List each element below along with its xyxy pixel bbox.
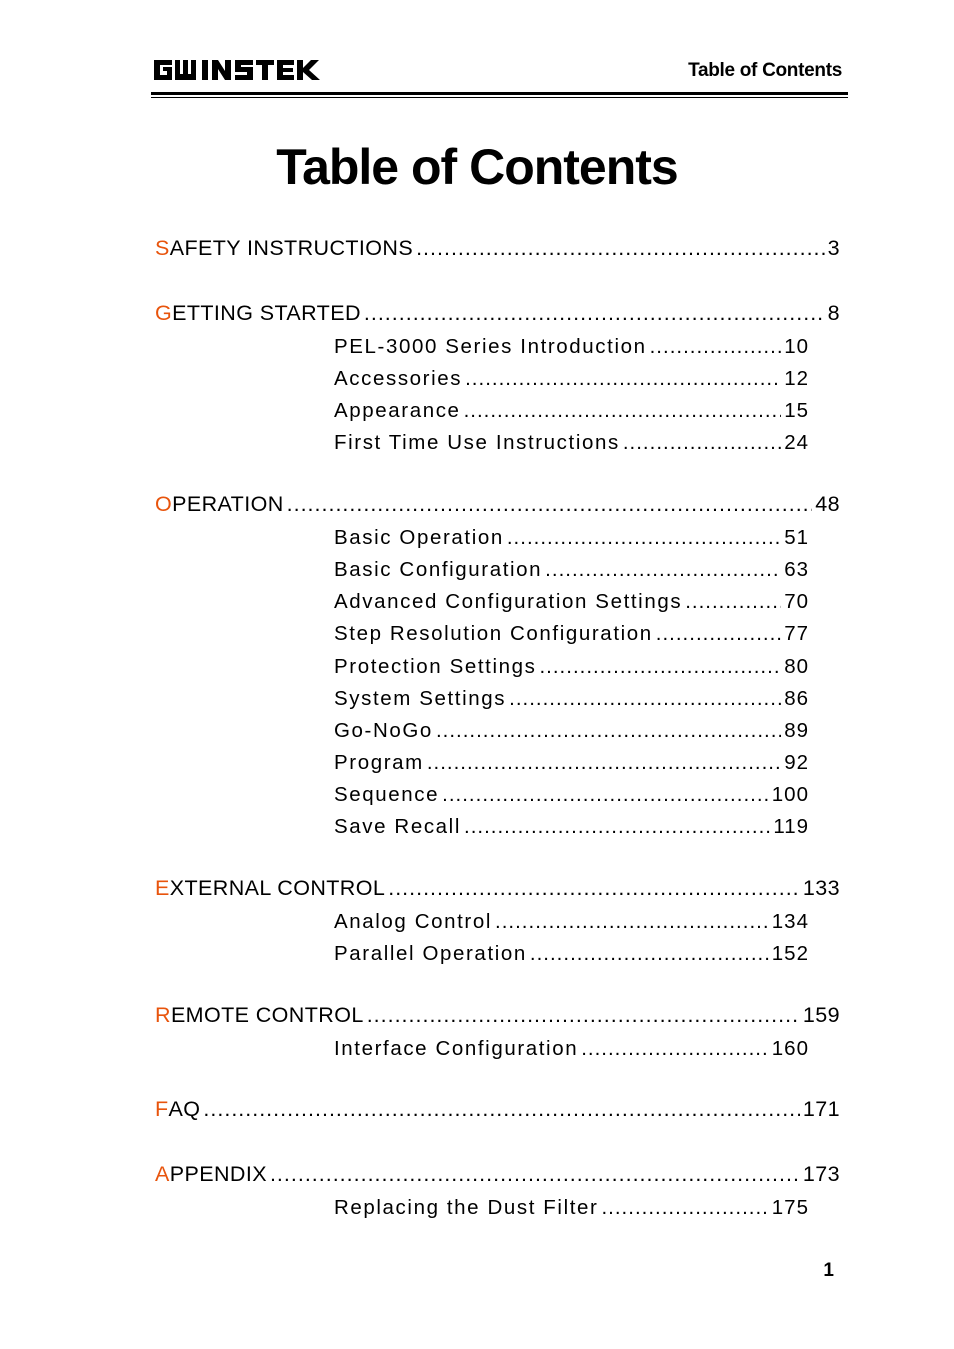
toc-section-safety-instructions[interactable] [155, 236, 840, 261]
entry-label: Advanced Configuration Settings [334, 590, 683, 613]
section-page: 159 [802, 1003, 840, 1027]
entry-page: 100 [771, 783, 809, 806]
toc-entry[interactable] [334, 399, 809, 423]
section-page: 3 [827, 236, 840, 260]
header-rule-thin [151, 97, 848, 98]
leader-dots [581, 1037, 769, 1061]
entry-label: Basic Configuration [334, 558, 543, 581]
section-label: XTERNAL CONTROL [169, 876, 386, 900]
entry-page: 134 [771, 910, 809, 933]
leader-dots [388, 876, 800, 901]
section-initial: S [155, 236, 170, 260]
entry-label: Replacing the Dust Filter [334, 1196, 599, 1219]
entry-label: Accessories [334, 367, 463, 390]
entry-label: Protection Settings [334, 655, 537, 678]
leader-dots [465, 367, 781, 391]
toc-entry[interactable] [334, 335, 809, 359]
entry-label: Basic Operation [334, 526, 504, 549]
section-page: 171 [802, 1097, 840, 1121]
toc-entry[interactable] [334, 1037, 809, 1061]
toc-section-operation[interactable] [155, 492, 840, 517]
section-label: PERATION [172, 492, 284, 516]
toc-entry[interactable] [334, 431, 809, 455]
header-rule [151, 92, 848, 95]
section-label: ETTING STARTED [172, 301, 361, 325]
entry-page: 160 [771, 1037, 809, 1060]
leader-dots [545, 558, 781, 582]
entry-label: First Time Use Instructions [334, 431, 620, 454]
section-label: EMOTE CONTROL [170, 1003, 364, 1027]
toc-entry[interactable] [334, 719, 809, 743]
running-header-title: Table of Contents [688, 60, 842, 81]
entry-label: System Settings [334, 687, 507, 710]
entry-page: 15 [784, 399, 809, 422]
toc-section-getting-started[interactable] [155, 301, 840, 326]
leader-dots [507, 526, 781, 550]
toc-entry[interactable] [334, 687, 809, 711]
leader-dots [436, 719, 781, 743]
entry-label: Step Resolution Configuration [334, 622, 653, 645]
entry-page: 119 [773, 815, 809, 838]
leader-dots [364, 301, 825, 326]
leader-dots [464, 815, 770, 839]
entry-page: 10 [784, 335, 809, 358]
leader-dots [650, 335, 782, 359]
section-initial: F [155, 1097, 169, 1121]
entry-label: Go-NoGo [334, 719, 433, 742]
leader-dots [656, 622, 781, 646]
toc-entry[interactable] [334, 1196, 809, 1220]
entry-page: 24 [784, 431, 809, 454]
entry-label: PEL-3000 Series Introduction [334, 335, 647, 358]
entry-page: 92 [784, 751, 809, 774]
section-label: AQ [168, 1097, 201, 1121]
entry-page: 86 [784, 687, 809, 710]
section-page: 173 [802, 1162, 840, 1186]
entry-label: Appearance [334, 399, 461, 422]
leader-dots [203, 1097, 800, 1122]
section-initial: A [155, 1162, 170, 1186]
entry-label: Program [334, 751, 424, 774]
toc-entry[interactable] [334, 783, 809, 807]
toc-entry[interactable] [334, 655, 809, 679]
leader-dots [270, 1162, 800, 1187]
entry-label: Save Recall [334, 815, 461, 838]
page-title: Table of Contents [276, 139, 678, 195]
toc-entry[interactable] [334, 942, 809, 966]
section-label: AFETY INSTRUCTIONS [169, 236, 414, 260]
entry-page: 70 [784, 590, 809, 613]
toc-section-faq[interactable] [155, 1097, 840, 1122]
entry-page: 51 [784, 526, 809, 549]
toc-entry[interactable] [334, 526, 809, 550]
toc-entry[interactable] [334, 590, 809, 614]
entry-page: 175 [771, 1196, 809, 1219]
toc-entry[interactable] [334, 910, 809, 934]
section-initial: E [155, 876, 170, 900]
leader-dots [367, 1003, 800, 1028]
leader-dots [495, 910, 769, 934]
section-initial: G [155, 301, 173, 325]
entry-label: Sequence [334, 783, 440, 806]
entry-page: 80 [784, 655, 809, 678]
leader-dots [416, 236, 825, 261]
leader-dots [685, 590, 781, 614]
leader-dots [623, 431, 781, 455]
section-page: 48 [815, 492, 840, 516]
entry-label: Analog Control [334, 910, 493, 933]
toc-section-remote-control[interactable] [155, 1003, 840, 1028]
page-number: 1 [823, 1260, 834, 1281]
entry-page: 12 [784, 367, 809, 390]
toc-entry[interactable] [334, 558, 809, 582]
leader-dots [539, 655, 781, 679]
leader-dots [601, 1196, 768, 1220]
entry-page: 89 [784, 719, 809, 742]
gw-instek-logo [152, 56, 324, 84]
section-page: 133 [802, 876, 840, 900]
leader-dots [530, 942, 769, 966]
section-label: PPENDIX [169, 1162, 267, 1186]
entry-page: 77 [784, 622, 809, 645]
toc-section-appendix[interactable] [155, 1162, 840, 1187]
entry-label: Interface Configuration [334, 1037, 579, 1060]
section-initial: O [155, 492, 173, 516]
toc-entry[interactable] [334, 367, 809, 391]
leader-dots [464, 399, 782, 423]
toc-section-external-control[interactable] [155, 876, 840, 901]
toc-entry[interactable] [334, 622, 809, 646]
leader-dots [442, 783, 769, 807]
leader-dots [427, 751, 781, 775]
toc-entry[interactable] [334, 751, 809, 775]
toc-entry[interactable] [334, 815, 809, 839]
entry-page: 63 [784, 558, 809, 581]
section-page: 8 [827, 301, 840, 325]
leader-dots [509, 687, 781, 711]
entry-page: 152 [771, 942, 809, 965]
section-initial: R [155, 1003, 171, 1027]
leader-dots [287, 492, 813, 517]
entry-label: Parallel Operation [334, 942, 527, 965]
